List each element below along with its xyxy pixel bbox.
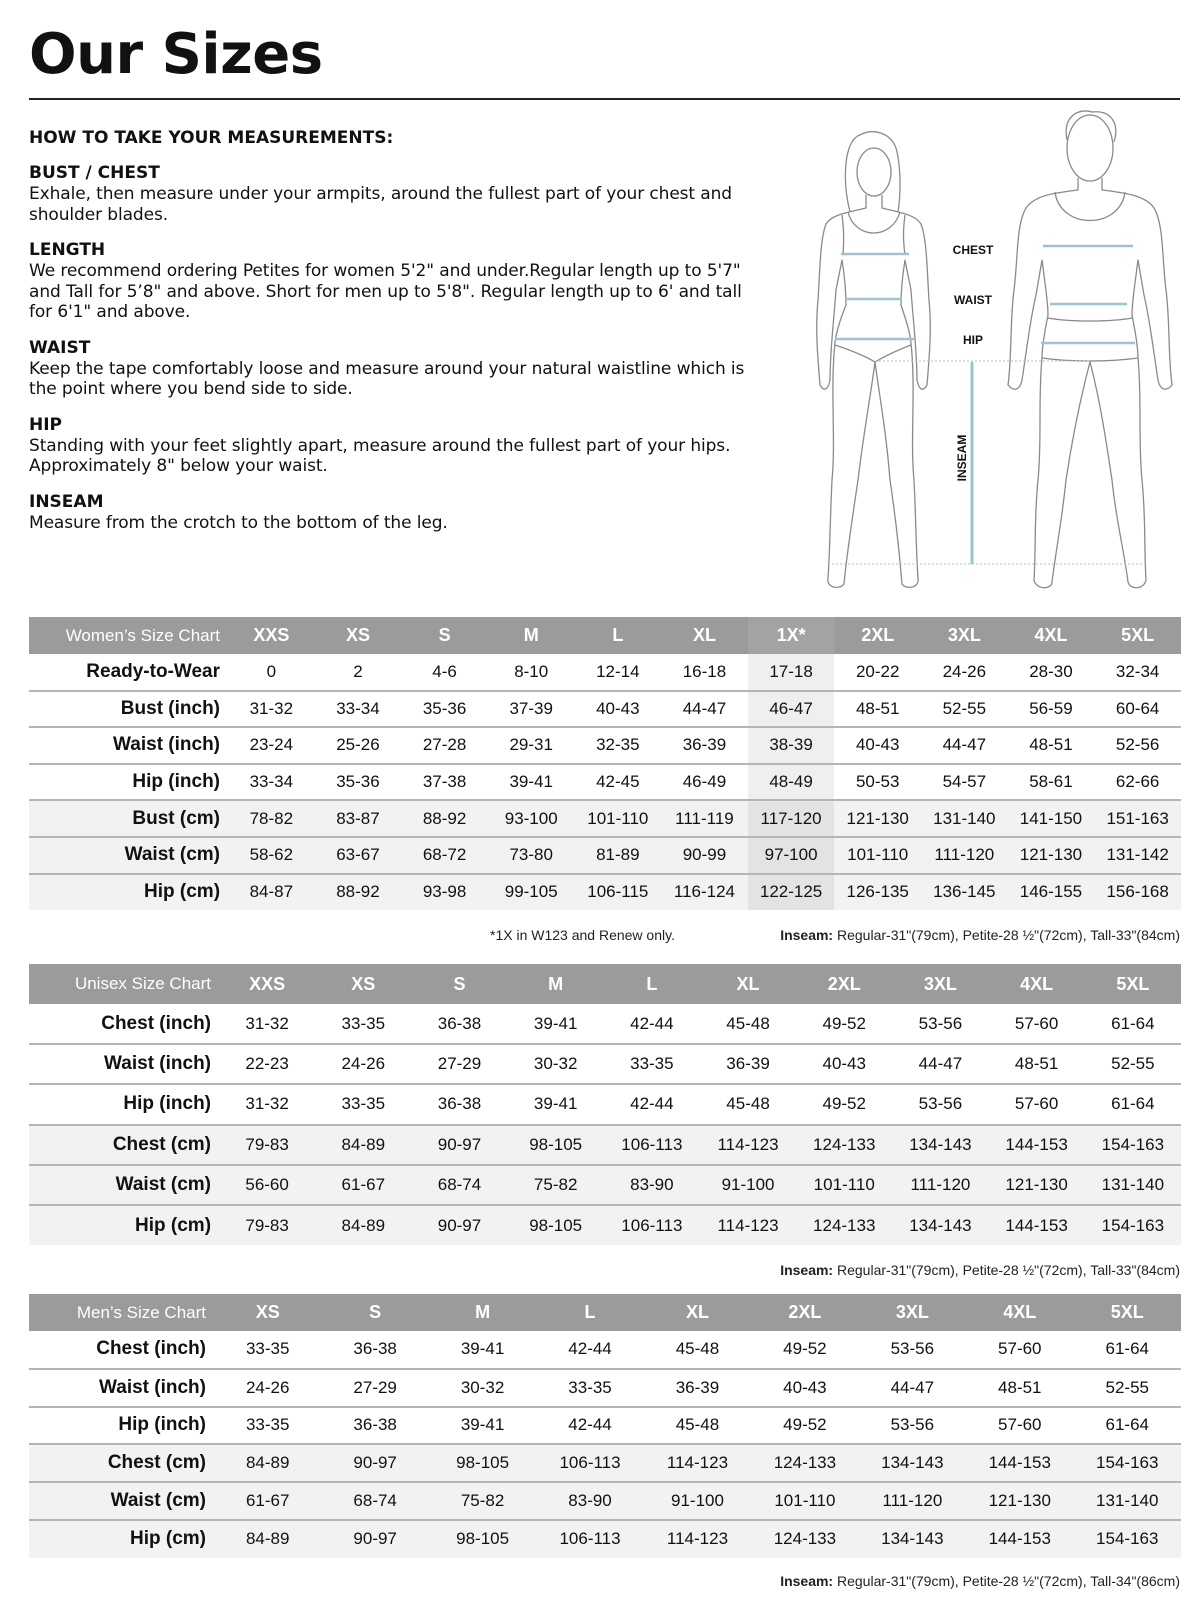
table-cell: 39-41 (429, 1331, 536, 1369)
table-cell: 42-44 (536, 1407, 643, 1445)
hip-label: HIP (962, 333, 984, 347)
size-header: 5XL (1074, 1294, 1182, 1331)
table-cell: 29-31 (488, 727, 575, 764)
table-cell: 90-97 (411, 1205, 507, 1245)
body-measurement-illustration (780, 100, 1200, 600)
row-label: Hip (inch) (29, 764, 228, 801)
table-cell: 42-44 (604, 1004, 700, 1044)
table-cell: 61-64 (1074, 1331, 1182, 1369)
table-cell: 52-55 (1085, 1044, 1181, 1084)
table-cell: 48-51 (989, 1044, 1085, 1084)
table-row (29, 1482, 1181, 1520)
table-cell: 33-34 (228, 764, 315, 801)
size-header: XXS (228, 617, 315, 654)
row-label: Hip (cm) (29, 1520, 214, 1558)
table-cell: 78-82 (228, 800, 315, 837)
row-label: Waist (cm) (29, 1165, 219, 1205)
table-cell: 117-120 (748, 800, 835, 837)
size-header: 3XL (892, 964, 988, 1004)
table-cell: 84-89 (214, 1444, 321, 1482)
table-cell: 57-60 (966, 1331, 1073, 1369)
table-cell: 156-168 (1094, 874, 1181, 911)
table-cell: 48-51 (834, 691, 921, 728)
table-cell: 33-35 (214, 1407, 321, 1445)
table-cell: 154-163 (1085, 1125, 1181, 1165)
section-title-length: LENGTH (29, 240, 106, 260)
man-figure-icon (1008, 111, 1172, 588)
table-cell: 37-38 (401, 764, 488, 801)
size-header: 2XL (796, 964, 892, 1004)
table-cell: 58-61 (1008, 764, 1095, 801)
table-row (29, 1205, 1181, 1245)
row-label: Hip (inch) (29, 1407, 214, 1445)
table-cell: 35-36 (315, 764, 402, 801)
size-header: 3XL (859, 1294, 966, 1331)
section-title-waist: WAIST (29, 337, 91, 358)
header-row (29, 1294, 1181, 1331)
chart-title: Unisex Size Chart (29, 964, 219, 1004)
table-row (29, 691, 1181, 728)
table-cell: 93-98 (401, 874, 488, 911)
table-cell: 84-89 (214, 1520, 321, 1558)
size-header: 1X* (748, 617, 835, 654)
header-row (29, 964, 1181, 1004)
table-cell: 124-133 (751, 1444, 858, 1482)
womens-footnote: *1X in W123 and Renew only. (490, 927, 675, 943)
table-cell: 57-60 (989, 1084, 1085, 1124)
size-header: XS (214, 1294, 321, 1331)
table-cell: 131-140 (1074, 1482, 1182, 1520)
table-cell: 101-110 (575, 800, 662, 837)
row-label: Chest (inch) (29, 1331, 214, 1369)
table-cell: 31-32 (228, 691, 315, 728)
section-text-length: We recommend ordering Petites for women 5'2" and under.Regular length up to 5'7" and Tall for 5’8" and above. Short for men up to 5'8". Regular length up to 6' and tall for 6'1" and above. (29, 261, 742, 322)
table-cell: 101-110 (796, 1165, 892, 1205)
table-row (29, 1407, 1181, 1445)
table-cell: 31-32 (219, 1084, 315, 1124)
table-cell: 45-48 (700, 1084, 796, 1124)
table-cell: 141-150 (1008, 800, 1095, 837)
table-cell: 106-115 (575, 874, 662, 911)
table-cell: 83-90 (604, 1165, 700, 1205)
table-cell: 58-62 (228, 837, 315, 874)
table-cell: 75-82 (429, 1482, 536, 1520)
section-text-inseam: Measure from the crotch to the bottom of the leg. (29, 512, 448, 533)
size-header: S (321, 1294, 428, 1331)
table-cell: 93-100 (488, 800, 575, 837)
table-cell: 31-32 (219, 1004, 315, 1044)
measurement-guide (29, 128, 769, 547)
row-label: Hip (cm) (29, 874, 228, 911)
section-text-hip: Standing with your feet slightly apart, measure around the fullest part of your hips. Approximately 8" below your waist. (29, 435, 731, 476)
table-cell: 49-52 (796, 1004, 892, 1044)
table-cell: 134-143 (892, 1125, 988, 1165)
chart-title: Men’s Size Chart (29, 1294, 214, 1331)
womens-size-chart (29, 617, 1181, 910)
table-cell: 30-32 (508, 1044, 604, 1084)
table-cell: 48-49 (748, 764, 835, 801)
table-cell: 84-87 (228, 874, 315, 911)
table-cell: 61-64 (1074, 1407, 1182, 1445)
table-row (29, 1004, 1181, 1044)
size-header: XS (315, 964, 411, 1004)
table-cell: 36-38 (411, 1084, 507, 1124)
table-cell: 42-44 (536, 1331, 643, 1369)
size-header: 4XL (989, 964, 1085, 1004)
table-cell: 49-52 (796, 1084, 892, 1124)
table-cell: 121-130 (1008, 837, 1095, 874)
table-cell: 154-163 (1074, 1444, 1182, 1482)
table-cell: 27-28 (401, 727, 488, 764)
table-cell: 40-43 (796, 1044, 892, 1084)
table-cell: 61-64 (1085, 1004, 1181, 1044)
table-cell: 90-97 (411, 1125, 507, 1165)
table-cell: 116-124 (661, 874, 748, 911)
table-cell: 40-43 (834, 727, 921, 764)
table-cell: 40-43 (575, 691, 662, 728)
table-cell: 48-51 (966, 1369, 1073, 1407)
mens-size-chart (29, 1294, 1181, 1558)
page-title: Our Sizes (29, 22, 323, 87)
table-cell: 121-130 (989, 1165, 1085, 1205)
table-cell: 53-56 (892, 1004, 988, 1044)
table-cell: 16-18 (661, 654, 748, 691)
table-cell: 131-140 (1085, 1165, 1181, 1205)
table-cell: 79-83 (219, 1205, 315, 1245)
table-cell: 83-87 (315, 800, 402, 837)
table-cell: 53-56 (892, 1084, 988, 1124)
table-row (29, 1369, 1181, 1407)
table-cell: 121-130 (966, 1482, 1073, 1520)
womens-inseam-note (780, 927, 1180, 943)
table-cell: 121-130 (834, 800, 921, 837)
size-header: 2XL (751, 1294, 858, 1331)
table-cell: 111-119 (661, 800, 748, 837)
section-title-bust: BUST / CHEST (29, 163, 160, 183)
table-cell: 101-110 (751, 1482, 858, 1520)
size-header: XXS (219, 964, 315, 1004)
table-cell: 46-49 (661, 764, 748, 801)
row-label: Waist (cm) (29, 837, 228, 874)
table-cell: 42-44 (604, 1084, 700, 1124)
table-cell: 106-113 (604, 1205, 700, 1245)
table-cell: 144-153 (989, 1125, 1085, 1165)
table-cell: 2 (315, 654, 402, 691)
size-header: 5XL (1085, 964, 1181, 1004)
table-cell: 33-35 (214, 1331, 321, 1369)
row-label: Waist (inch) (29, 727, 228, 764)
table-cell: 106-113 (604, 1125, 700, 1165)
table-cell: 90-99 (661, 837, 748, 874)
table-cell: 60-64 (1094, 691, 1181, 728)
row-label: Hip (inch) (29, 1084, 219, 1124)
size-header: 4XL (1008, 617, 1095, 654)
table-cell: 97-100 (748, 837, 835, 874)
inseam-note-label: Inseam: (780, 1573, 834, 1589)
table-cell: 28-30 (1008, 654, 1095, 691)
table-cell: 36-38 (321, 1331, 428, 1369)
table-cell: 98-105 (508, 1125, 604, 1165)
table-cell: 12-14 (575, 654, 662, 691)
guide-heading: HOW TO TAKE YOUR MEASUREMENTS: (29, 128, 394, 148)
table-cell: 88-92 (401, 800, 488, 837)
table-cell: 114-123 (700, 1205, 796, 1245)
size-header: S (401, 617, 488, 654)
table-cell: 40-43 (751, 1369, 858, 1407)
table-cell: 111-120 (921, 837, 1008, 874)
table-cell: 49-52 (751, 1331, 858, 1369)
table-cell: 68-72 (401, 837, 488, 874)
mens-inseam-note (780, 1573, 1180, 1589)
table-row (29, 1044, 1181, 1084)
table-cell: 124-133 (796, 1125, 892, 1165)
table-row (29, 1084, 1181, 1124)
row-label: Waist (inch) (29, 1044, 219, 1084)
unisex-size-chart (29, 964, 1181, 1245)
table-cell: 146-155 (1008, 874, 1095, 911)
row-label: Chest (cm) (29, 1125, 219, 1165)
inseam-note-text: Regular-31"(79cm), Petite-28 ½"(72cm), Tall-33"(84cm) (837, 927, 1180, 943)
row-label: Waist (inch) (29, 1369, 214, 1407)
table-cell: 23-24 (228, 727, 315, 764)
table-cell: 37-39 (488, 691, 575, 728)
table-cell: 38-39 (748, 727, 835, 764)
table-cell: 68-74 (411, 1165, 507, 1205)
table-cell: 52-56 (1094, 727, 1181, 764)
table-cell: 39-41 (508, 1084, 604, 1124)
size-header: 4XL (966, 1294, 1073, 1331)
table-cell: 48-51 (1008, 727, 1095, 764)
table-cell: 4-6 (401, 654, 488, 691)
row-label: Bust (cm) (29, 800, 228, 837)
row-label: Ready-to-Wear (29, 654, 228, 691)
table-cell: 134-143 (892, 1205, 988, 1245)
table-cell: 33-34 (315, 691, 402, 728)
section-text-bust: Exhale, then measure under your armpits, around the fullest part of your chest and shoulder blades. (29, 184, 732, 225)
table-cell: 88-92 (315, 874, 402, 911)
table-cell: 106-113 (536, 1444, 643, 1482)
table-cell: 56-59 (1008, 691, 1095, 728)
size-header: L (604, 964, 700, 1004)
table-cell: 61-64 (1085, 1084, 1181, 1124)
table-cell: 61-67 (214, 1482, 321, 1520)
table-cell: 114-123 (700, 1125, 796, 1165)
table-cell: 75-82 (508, 1165, 604, 1205)
table-cell: 33-35 (604, 1044, 700, 1084)
table-cell: 54-57 (921, 764, 1008, 801)
table-cell: 27-29 (411, 1044, 507, 1084)
table-cell: 91-100 (644, 1482, 751, 1520)
table-cell: 44-47 (661, 691, 748, 728)
table-cell: 25-26 (315, 727, 402, 764)
table-cell: 63-67 (315, 837, 402, 874)
table-cell: 57-60 (989, 1004, 1085, 1044)
waist-label: WAIST (954, 293, 992, 307)
inseam-note-text: Regular-31"(79cm), Petite-28 ½"(72cm), Tall-34"(86cm) (837, 1573, 1180, 1589)
table-cell: 101-110 (834, 837, 921, 874)
table-cell: 39-41 (508, 1004, 604, 1044)
table-cell: 126-135 (834, 874, 921, 911)
table-row (29, 764, 1181, 801)
table-row (29, 874, 1181, 911)
woman-figure-icon (817, 132, 931, 588)
table-cell: 68-74 (321, 1482, 428, 1520)
table-cell: 144-153 (966, 1444, 1073, 1482)
table-cell: 81-89 (575, 837, 662, 874)
unisex-inseam-note (780, 1262, 1180, 1278)
table-cell: 32-34 (1094, 654, 1181, 691)
size-header: 3XL (921, 617, 1008, 654)
table-cell: 0 (228, 654, 315, 691)
table-cell: 124-133 (751, 1520, 858, 1558)
table-cell: 24-26 (921, 654, 1008, 691)
table-cell: 134-143 (859, 1520, 966, 1558)
table-cell: 84-89 (315, 1125, 411, 1165)
inseam-note-label: Inseam: (780, 927, 834, 943)
table-cell: 131-140 (921, 800, 1008, 837)
table-cell: 50-53 (834, 764, 921, 801)
table-cell: 52-55 (921, 691, 1008, 728)
table-cell: 39-41 (429, 1407, 536, 1445)
table-cell: 134-143 (859, 1444, 966, 1482)
table-cell: 122-125 (748, 874, 835, 911)
table-cell: 57-60 (966, 1407, 1073, 1445)
size-header: M (508, 964, 604, 1004)
inseam-note-label: Inseam: (780, 1262, 834, 1278)
size-header: 5XL (1094, 617, 1181, 654)
size-header: L (575, 617, 662, 654)
row-label: Hip (cm) (29, 1205, 219, 1245)
table-cell: 79-83 (219, 1125, 315, 1165)
table-cell: 111-120 (859, 1482, 966, 1520)
table-cell: 36-39 (661, 727, 748, 764)
table-cell: 45-48 (644, 1407, 751, 1445)
table-cell: 151-163 (1094, 800, 1181, 837)
table-row (29, 1165, 1181, 1205)
table-row (29, 800, 1181, 837)
table-cell: 44-47 (859, 1369, 966, 1407)
row-label: Chest (cm) (29, 1444, 214, 1482)
table-cell: 35-36 (401, 691, 488, 728)
table-cell: 36-39 (644, 1369, 751, 1407)
table-cell: 30-32 (429, 1369, 536, 1407)
table-row (29, 1125, 1181, 1165)
table-cell: 45-48 (644, 1331, 751, 1369)
table-cell: 136-145 (921, 874, 1008, 911)
table-cell: 36-39 (700, 1044, 796, 1084)
size-header: XL (644, 1294, 751, 1331)
table-cell: 33-35 (315, 1004, 411, 1044)
row-label: Waist (cm) (29, 1482, 214, 1520)
table-cell: 42-45 (575, 764, 662, 801)
table-row (29, 1444, 1181, 1482)
table-cell: 62-66 (1094, 764, 1181, 801)
table-cell: 144-153 (966, 1520, 1073, 1558)
table-cell: 98-105 (508, 1205, 604, 1245)
table-cell: 61-67 (315, 1165, 411, 1205)
table-cell: 91-100 (700, 1165, 796, 1205)
size-header: 2XL (834, 617, 921, 654)
table-row (29, 654, 1181, 691)
table-cell: 44-47 (892, 1044, 988, 1084)
table-cell: 98-105 (429, 1520, 536, 1558)
chart-title: Women’s Size Chart (29, 617, 228, 654)
table-cell: 17-18 (748, 654, 835, 691)
table-cell: 32-35 (575, 727, 662, 764)
table-cell: 84-89 (315, 1205, 411, 1245)
table-cell: 8-10 (488, 654, 575, 691)
section-text-waist: Keep the tape comfortably loose and measure around your natural waistline which is the point where you bend side to side. (29, 358, 745, 399)
table-row (29, 1331, 1181, 1369)
table-cell: 83-90 (536, 1482, 643, 1520)
table-cell: 90-97 (321, 1520, 428, 1558)
table-cell: 154-163 (1074, 1520, 1182, 1558)
table-cell: 52-55 (1074, 1369, 1182, 1407)
table-cell: 53-56 (859, 1407, 966, 1445)
table-cell: 114-123 (644, 1444, 751, 1482)
section-title-inseam: INSEAM (29, 491, 104, 512)
table-cell: 106-113 (536, 1520, 643, 1558)
size-header: XL (661, 617, 748, 654)
table-cell: 33-35 (315, 1084, 411, 1124)
size-header: XS (315, 617, 402, 654)
size-header: M (488, 617, 575, 654)
inseam-note-text: Regular-31"(79cm), Petite-28 ½"(72cm), Tall-33"(84cm) (837, 1262, 1180, 1278)
table-cell: 27-29 (321, 1369, 428, 1407)
inseam-label: INSEAM (955, 434, 969, 482)
table-cell: 124-133 (796, 1205, 892, 1245)
row-label: Chest (inch) (29, 1004, 219, 1044)
table-cell: 45-48 (700, 1004, 796, 1044)
table-row (29, 727, 1181, 764)
section-title-hip: HIP (29, 414, 63, 435)
table-cell: 24-26 (315, 1044, 411, 1084)
table-cell: 144-153 (989, 1205, 1085, 1245)
table-cell: 46-47 (748, 691, 835, 728)
size-header: S (411, 964, 507, 1004)
table-cell: 39-41 (488, 764, 575, 801)
table-cell: 73-80 (488, 837, 575, 874)
table-cell: 131-142 (1094, 837, 1181, 874)
table-cell: 44-47 (921, 727, 1008, 764)
size-header: M (429, 1294, 536, 1331)
table-cell: 53-56 (859, 1331, 966, 1369)
table-row (29, 1520, 1181, 1558)
table-cell: 114-123 (644, 1520, 751, 1558)
table-cell: 154-163 (1085, 1205, 1181, 1245)
size-header: L (536, 1294, 643, 1331)
table-row (29, 837, 1181, 874)
table-cell: 98-105 (429, 1444, 536, 1482)
table-cell: 20-22 (834, 654, 921, 691)
size-header: XL (700, 964, 796, 1004)
table-cell: 24-26 (214, 1369, 321, 1407)
table-cell: 111-120 (892, 1165, 988, 1205)
header-row (29, 617, 1181, 654)
table-cell: 22-23 (219, 1044, 315, 1084)
table-cell: 36-38 (321, 1407, 428, 1445)
table-cell: 56-60 (219, 1165, 315, 1205)
chest-label: CHEST (952, 243, 994, 257)
table-cell: 90-97 (321, 1444, 428, 1482)
table-cell: 33-35 (536, 1369, 643, 1407)
table-cell: 49-52 (751, 1407, 858, 1445)
table-cell: 99-105 (488, 874, 575, 911)
row-label: Bust (inch) (29, 691, 228, 728)
table-cell: 36-38 (411, 1004, 507, 1044)
